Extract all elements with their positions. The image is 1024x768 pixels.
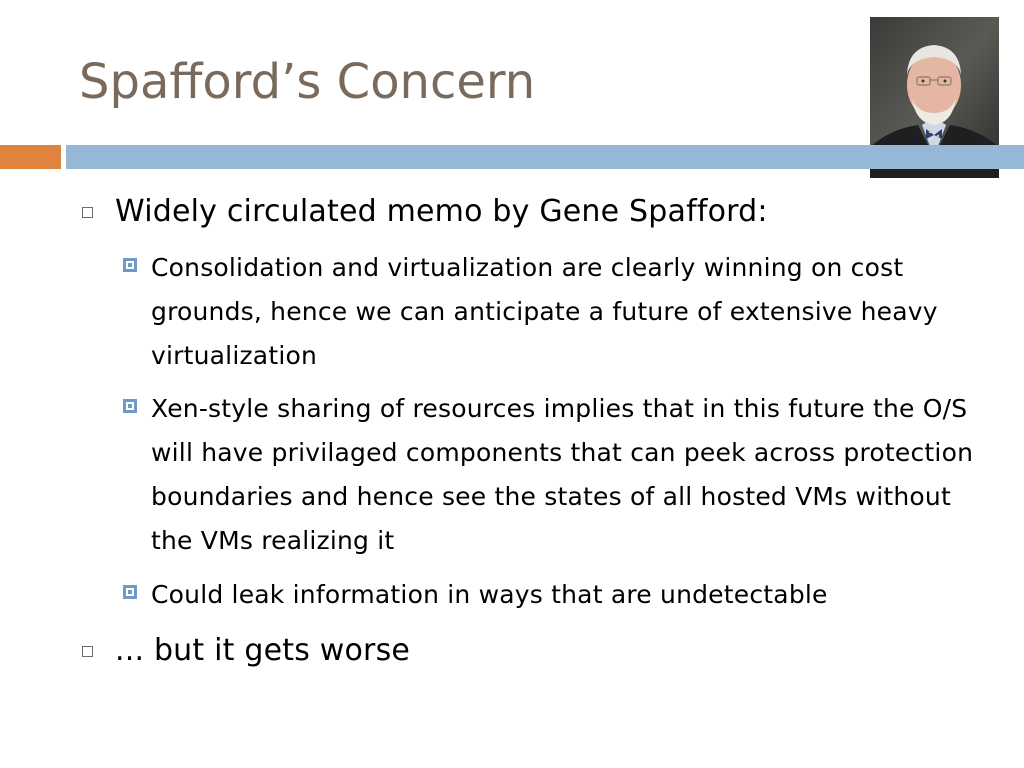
sub-bullet-text: Consolidation and virtualization are clearly winning on cost grounds, hence we can anticipate a future of extensive heavy virtualization <box>151 253 938 370</box>
bullet-text: Widely circulated memo by Gene Spafford: <box>115 194 768 229</box>
bullet-text: ... but it gets worse <box>115 633 411 668</box>
square-bullet-icon <box>123 585 137 599</box>
sub-bullet-text: Xen-style sharing of resources implies that in this future the O/S will have privilaged components that can peek across protection boundaries and hence see the states of all hosted VMs without the VMs realizing it <box>151 394 974 555</box>
sub-bullet-text: Could leak information in ways that are undetectable <box>151 580 828 609</box>
square-bullet-icon <box>123 399 137 413</box>
hollow-square-bullet-icon <box>82 207 93 218</box>
hollow-square-bullet-icon <box>82 646 93 657</box>
slide-title: Spafford’s Concern <box>79 54 536 110</box>
square-bullet-icon <box>123 258 137 272</box>
